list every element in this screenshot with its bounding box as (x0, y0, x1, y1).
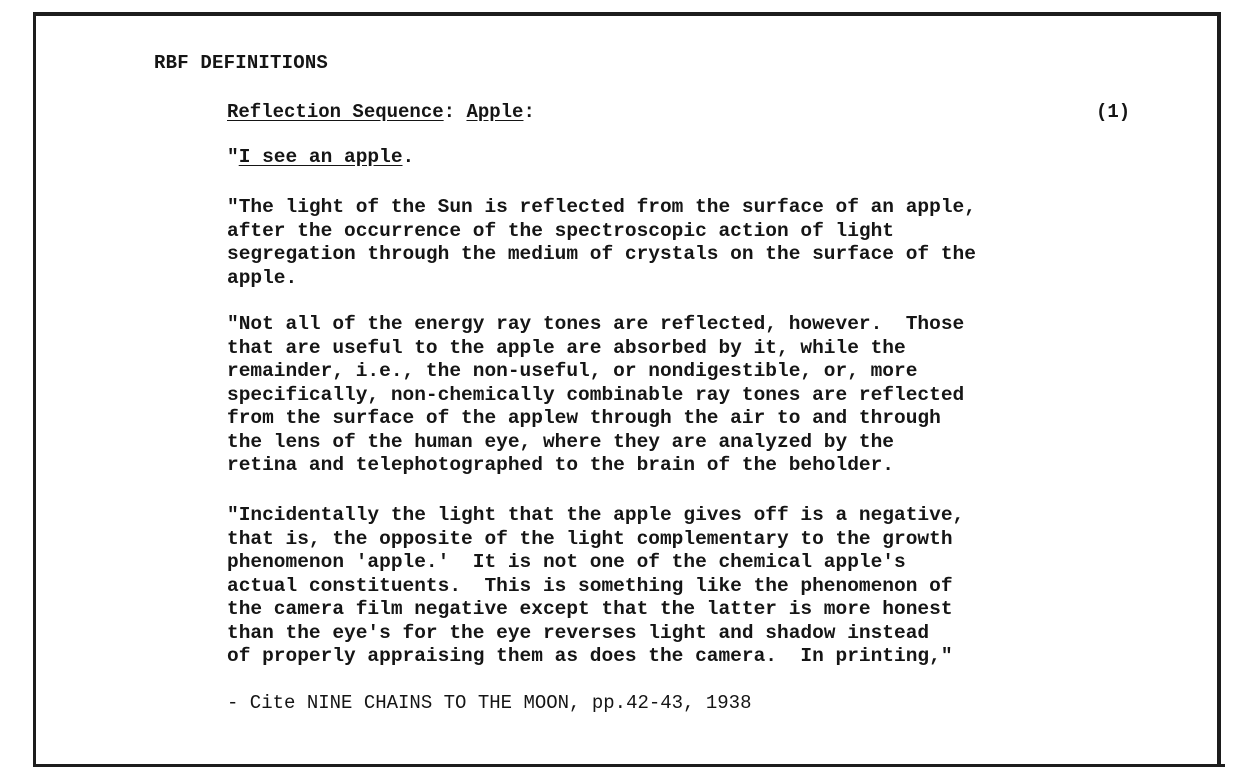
title-subject: Apple (466, 101, 524, 123)
paragraph-incidentally: "Incidentally the light that the apple gives off is a negative, that is, the opposite of the light complementary to the growth phenomenon 'apple.' It is not one of the chemical apple's actual constituents. This is something like the phenomenon of the camera film negative except that the latter is more honest than the eye's for the eye reverses light and shadow instead of properly appraising them as does the camera. In printing," (227, 504, 965, 667)
citation: - Cite NINE CHAINS TO THE MOON, pp.42-43, 1938 (227, 692, 752, 714)
page-number: (1) (1096, 101, 1131, 123)
period: . (402, 146, 415, 168)
title-sequence: Reflection Sequence (227, 101, 444, 123)
paragraph-light-of-sun: "The light of the Sun is reflected from the surface of an apple, after the occurrence of the spectroscopic action of light segregation through the medium of crystals on the surface of the apple. (227, 196, 976, 289)
paragraph-energy-ray-tones: "Not all of the energy ray tones are reflected, however. Those that are useful to the apple are absorbed by it, while the remainder, i.e., the non-useful, or nondigestible, or, more specifically, non-chemically combinable ray tones are reflected from the surface of the applew through the air to and through the lens of the human eye, where they are analyzed by the retina and telephotographed to the brain of the beholder. (227, 313, 965, 476)
opening-quote: " (227, 146, 239, 168)
bottom-border-rule (33, 764, 1225, 767)
section-heading: RBF DEFINITIONS (154, 52, 329, 74)
underlined-phrase: I see an apple (238, 146, 403, 168)
title-colon: : (523, 101, 535, 123)
title-separator: : (443, 101, 467, 123)
paragraph-i-see-an-apple (227, 146, 1127, 170)
definition-title (227, 101, 535, 123)
